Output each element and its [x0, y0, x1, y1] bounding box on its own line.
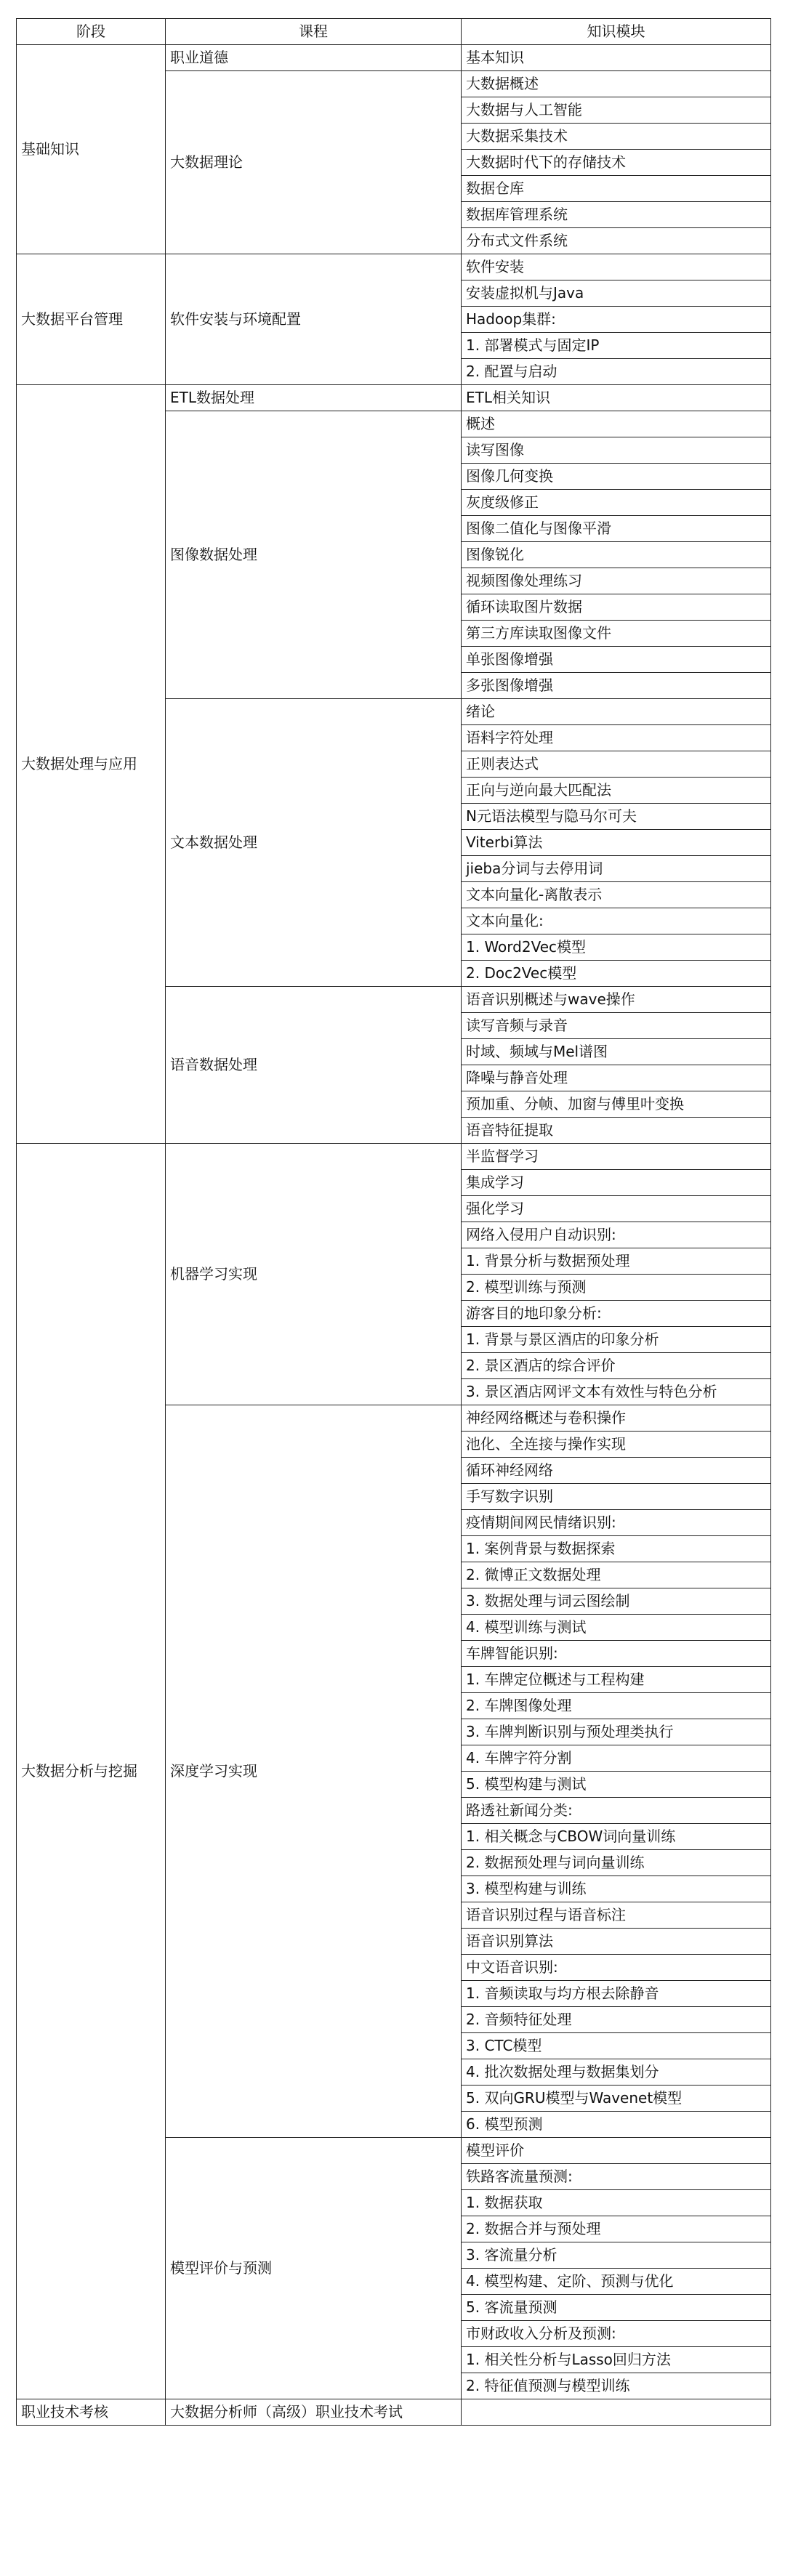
- stage-cell: 大数据处理与应用: [17, 385, 166, 1144]
- module-cell: 2. 特征值预测与模型训练: [462, 2373, 771, 2399]
- course-cell: ETL数据处理: [166, 385, 462, 411]
- module-cell: 路透社新闻分类:: [462, 1798, 771, 1824]
- table-row: [17, 385, 771, 411]
- course-cell: 图像数据处理: [166, 411, 462, 699]
- header-module: 知识模块: [462, 19, 771, 45]
- module-cell: 2. 配置与启动: [462, 359, 771, 385]
- module-cell: 5. 双向GRU模型与Wavenet模型: [462, 2086, 771, 2112]
- stage-cell: 大数据平台管理: [17, 254, 166, 385]
- module-cell: 基本知识: [462, 45, 771, 71]
- module-cell: 文本向量化:: [462, 908, 771, 934]
- module-cell: 5. 客流量预测: [462, 2295, 771, 2321]
- module-cell: 疫情期间网民情绪识别:: [462, 1510, 771, 1536]
- module-cell: 语音识别过程与语音标注: [462, 1902, 771, 1929]
- module-cell: 2. 数据合并与预处理: [462, 2216, 771, 2242]
- header-row: [17, 19, 771, 45]
- stage-cell: 职业技术考核: [17, 2399, 166, 2426]
- module-cell: 游客目的地印象分析:: [462, 1301, 771, 1327]
- module-cell: N元语法模型与隐马尔可夫: [462, 804, 771, 830]
- module-cell: 单张图像增强: [462, 647, 771, 673]
- module-cell: 大数据时代下的存储技术: [462, 150, 771, 176]
- module-cell: 预加重、分帧、加窗与傅里叶变换: [462, 1091, 771, 1118]
- module-cell: 3. 景区酒店网评文本有效性与特色分析: [462, 1379, 771, 1405]
- module-cell: 多张图像增强: [462, 673, 771, 699]
- table-body: [17, 45, 771, 2426]
- module-cell: 1. 音频读取与均方根去除静音: [462, 1981, 771, 2007]
- module-cell: 图像几何变换: [462, 464, 771, 490]
- module-cell: 文本向量化-离散表示: [462, 882, 771, 908]
- module-cell: 2. 模型训练与预测: [462, 1275, 771, 1301]
- module-cell: 市财政收入分析及预测:: [462, 2321, 771, 2347]
- module-cell: 大数据与人工智能: [462, 97, 771, 124]
- course-cell: 大数据理论: [166, 71, 462, 254]
- module-cell: 4. 模型构建、定阶、预测与优化: [462, 2269, 771, 2295]
- course-cell: 深度学习实现: [166, 1405, 462, 2138]
- module-cell: 语料字符处理: [462, 725, 771, 751]
- module-cell: 1. 部署模式与固定IP: [462, 333, 771, 359]
- module-cell: 铁路客流量预测:: [462, 2164, 771, 2190]
- module-cell: 循环读取图片数据: [462, 594, 771, 621]
- module-cell: 数据仓库: [462, 176, 771, 202]
- course-cell: 职业道德: [166, 45, 462, 71]
- module-cell: 6. 模型预测: [462, 2112, 771, 2138]
- module-cell: 1. 相关概念与CBOW词向量训练: [462, 1824, 771, 1850]
- curriculum-table: [16, 18, 771, 2426]
- module-cell: 图像锐化: [462, 542, 771, 568]
- module-cell: 4. 模型训练与测试: [462, 1615, 771, 1641]
- course-cell: 语音数据处理: [166, 987, 462, 1144]
- module-cell: 2. 微博正文数据处理: [462, 1562, 771, 1588]
- module-cell: Viterbi算法: [462, 830, 771, 856]
- module-cell: 3. 数据处理与词云图绘制: [462, 1588, 771, 1615]
- table-row: [17, 254, 771, 280]
- course-cell: 机器学习实现: [166, 1144, 462, 1405]
- header-stage: 阶段: [17, 19, 166, 45]
- module-cell: 4. 车牌字符分割: [462, 1745, 771, 1772]
- module-cell: 图像二值化与图像平滑: [462, 516, 771, 542]
- module-cell: 1. 背景分析与数据预处理: [462, 1248, 771, 1275]
- module-cell: 分布式文件系统: [462, 228, 771, 254]
- module-cell: 读写图像: [462, 437, 771, 464]
- header-course: 课程: [166, 19, 462, 45]
- table-row: [17, 1144, 771, 1170]
- module-cell: 语音识别概述与wave操作: [462, 987, 771, 1013]
- module-cell: 1. 数据获取: [462, 2190, 771, 2216]
- module-cell: 3. 模型构建与训练: [462, 1876, 771, 1902]
- module-cell: 3. 客流量分析: [462, 2242, 771, 2269]
- module-cell: 神经网络概述与卷积操作: [462, 1405, 771, 1432]
- module-cell: 2. 数据预处理与词向量训练: [462, 1850, 771, 1876]
- module-cell: 2. 景区酒店的综合评价: [462, 1353, 771, 1379]
- course-cell: 文本数据处理: [166, 699, 462, 987]
- module-cell: 5. 模型构建与测试: [462, 1772, 771, 1798]
- module-cell: 2. Doc2Vec模型: [462, 961, 771, 987]
- module-cell: 软件安装: [462, 254, 771, 280]
- module-cell: 读写音频与录音: [462, 1013, 771, 1039]
- module-cell: 半监督学习: [462, 1144, 771, 1170]
- module-cell: 强化学习: [462, 1196, 771, 1222]
- module-cell: 大数据采集技术: [462, 124, 771, 150]
- module-cell: 时域、频域与Mel谱图: [462, 1039, 771, 1065]
- module-cell: 2. 音频特征处理: [462, 2007, 771, 2033]
- module-cell: 数据库管理系统: [462, 202, 771, 228]
- stage-cell: 大数据分析与挖掘: [17, 1144, 166, 2399]
- module-cell: 4. 批次数据处理与数据集划分: [462, 2059, 771, 2086]
- module-cell: 降噪与静音处理: [462, 1065, 771, 1091]
- module-cell: 中文语音识别:: [462, 1955, 771, 1981]
- module-cell: ETL相关知识: [462, 385, 771, 411]
- course-cell: 软件安装与环境配置: [166, 254, 462, 385]
- module-cell: jieba分词与去停用词: [462, 856, 771, 882]
- table-row: [17, 45, 771, 71]
- module-cell: 视频图像处理练习: [462, 568, 771, 594]
- module-cell: 2. 车牌图像处理: [462, 1693, 771, 1719]
- module-cell: 池化、全连接与操作实现: [462, 1432, 771, 1458]
- module-cell: 正则表达式: [462, 751, 771, 778]
- module-cell: 第三方库读取图像文件: [462, 621, 771, 647]
- module-cell: 语音识别算法: [462, 1929, 771, 1955]
- module-cell: 3. CTC模型: [462, 2033, 771, 2059]
- module-cell: 1. Word2Vec模型: [462, 934, 771, 961]
- module-cell: 1. 相关性分析与Lasso回归方法: [462, 2347, 771, 2373]
- module-cell: 模型评价: [462, 2138, 771, 2164]
- module-cell: 1. 车牌定位概述与工程构建: [462, 1667, 771, 1693]
- module-cell: 集成学习: [462, 1170, 771, 1196]
- module-cell: 概述: [462, 411, 771, 437]
- module-cell: 绪论: [462, 699, 771, 725]
- table-row: [17, 2399, 771, 2426]
- module-cell: Hadoop集群:: [462, 307, 771, 333]
- stage-cell: 基础知识: [17, 45, 166, 254]
- module-cell: 车牌智能识别:: [462, 1641, 771, 1667]
- module-cell: 手写数字识别: [462, 1484, 771, 1510]
- module-cell: 正向与逆向最大匹配法: [462, 778, 771, 804]
- module-cell: [462, 2399, 771, 2426]
- module-cell: 1. 案例背景与数据探索: [462, 1536, 771, 1562]
- module-cell: 灰度级修正: [462, 490, 771, 516]
- module-cell: 语音特征提取: [462, 1118, 771, 1144]
- module-cell: 3. 车牌判断识别与预处理类执行: [462, 1719, 771, 1745]
- module-cell: 循环神经网络: [462, 1458, 771, 1484]
- course-cell: 模型评价与预测: [166, 2138, 462, 2399]
- course-cell: 大数据分析师（高级）职业技术考试: [166, 2399, 462, 2426]
- module-cell: 网络入侵用户自动识别:: [462, 1222, 771, 1248]
- module-cell: 安装虚拟机与Java: [462, 280, 771, 307]
- module-cell: 1. 背景与景区酒店的印象分析: [462, 1327, 771, 1353]
- module-cell: 大数据概述: [462, 71, 771, 97]
